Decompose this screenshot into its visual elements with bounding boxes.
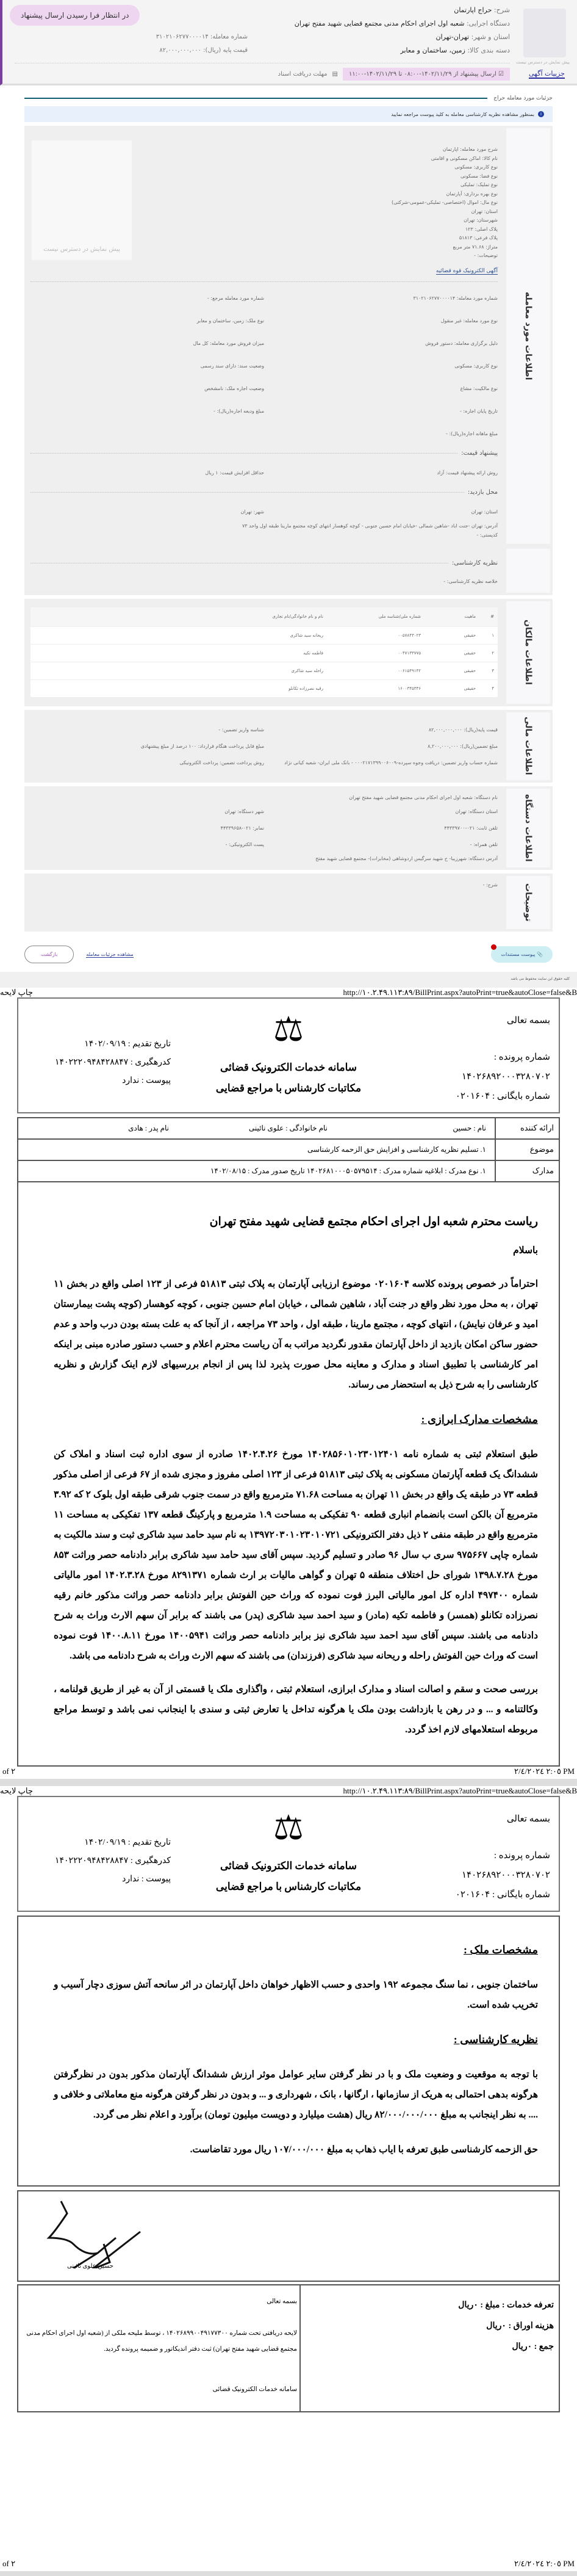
price-subhead: پیشنهاد قیمت: — [461, 449, 498, 457]
category-value: زمین، ساختمان و معابر — [400, 46, 465, 54]
subject: ۱. تسلیم نظریه کارشناسی و افزایش حق الزحمه کارشناسی — [307, 1145, 486, 1154]
table-row — [30, 680, 498, 698]
print-timestamp: ۲/٤/۲۰۲٤ ۲:۰٥ PM — [514, 1766, 575, 1776]
description-panel — [24, 874, 553, 932]
page-count: of ۲ — [2, 1766, 16, 1776]
site-footer — [0, 972, 577, 988]
item-attribute: متراژ: ۷۱.۶۸ متر مربع — [453, 244, 498, 250]
last-name: نام خانوادگی : علوی نائینی — [248, 1123, 328, 1132]
org-subtitle: مکاتبات کارشناس با مراجع قضایی — [215, 1880, 362, 1892]
page-break — [0, 2571, 577, 2576]
receipt-table — [17, 2284, 560, 2412]
agency-attribute: نمابر: ۰۲۱-۴۴۳۳۹۶۵۸ — [220, 825, 264, 831]
deal-attribute: شماره مورد معامله مرجع: - — [207, 295, 264, 301]
deal-attribute: دلیل برگزاری معامله: دستور فروش — [425, 340, 498, 346]
scales-of-justice-logo-icon: ⚖ — [273, 1010, 304, 1049]
calendar-icon: ▤ — [332, 71, 338, 78]
docs-heading: مشخصات مدارک ابرازی : — [421, 1413, 538, 1425]
owners-table — [30, 607, 498, 698]
signature-image — [37, 2195, 146, 2268]
table-cell: ۴ — [492, 686, 494, 691]
org-subtitle: مکاتبات کارشناس با مراجع قضایی — [215, 1082, 362, 1094]
submission-date: تاریخ تقدیم : ۱۴۰۲/۰۹/۱۹ — [84, 1039, 171, 1049]
deal-attribute: نوع کاربری: مسکونی — [454, 363, 498, 369]
agency-label: دستگاه اجرایی: — [466, 20, 510, 27]
item-attribute: نوع کاربری: مسکونی — [454, 164, 498, 170]
table-header — [30, 607, 498, 627]
paragraph: ساختمان جنوبی ، نما سنگ مجموعه ۱۹۲ واحدی و حسب الاظهار خواهان داخل آپارتمان در اثر سانحه آتش سوزی دچار آسیب و تخریب شده است. — [54, 1979, 538, 2010]
visit-address: آدرس: تهران -جنت اباد -شاهین شمالی -خیابان امام حسین جنوبی - کوچه کوهسار انتهای کوچه مجتمع مارینا طبقه اول واحد ۷۳ — [242, 523, 498, 529]
item-info-panel — [24, 126, 553, 546]
letter-body — [17, 1916, 560, 2187]
item-attribute: پلاک فرعی: ۵۱۸۱۳ — [459, 235, 498, 241]
item-attribute: توضیحات: - — [474, 253, 498, 258]
table-cell: ۰۰۵۷۸۴۳۰۲۳ — [398, 632, 421, 638]
deal-attribute: نوع مالکیت: مشاع — [460, 385, 498, 391]
deal-attribute: وضعیت اجاره ملک: نامشخص — [204, 385, 264, 391]
subject-label: موضوع — [495, 1140, 559, 1160]
page-count: of ۲ — [2, 2558, 16, 2568]
item-attribute: شرح مورد معامله: اپارتمان — [442, 147, 498, 152]
agency-attribute: تلفن همراه: - — [470, 841, 498, 847]
item-attribute: شهرستان: تهران — [464, 217, 498, 223]
finance-attribute: روش پرداخت تضمین: پرداخت الکترونیکی — [179, 759, 264, 765]
bismillah: بسمه تعالی — [506, 1814, 550, 1824]
auction-summary-card — [0, 0, 577, 85]
agency-address: آدرس دستگاه: شهرزیبا- خ شهید سرگیس اردوشاهی (مخابرات)- مجتمع قضایی شهید مفتح — [315, 855, 498, 861]
visit-subhead: محل بازدید: — [467, 488, 498, 496]
deal-attribute-list — [30, 287, 498, 445]
table-cell: ۱۶۰۰۳۴۵۳۳۶ — [398, 686, 421, 691]
agency-name: نام دستگاه: شعبه اول اجرای احکام مدنی مجتمع قضایی شهید مفتح تهران — [349, 794, 498, 800]
property-heading: مشخصات ملک : — [463, 1943, 538, 1956]
image-preview-placeholder — [32, 140, 132, 260]
price-attribute: حداقل افزایش قیمت: ۱ ریال — [205, 469, 264, 476]
agency-attribute: شهر دستگاه: تهران — [224, 808, 264, 814]
receipt-heading: بسمه تعالی — [267, 2298, 297, 2305]
preview-text: پیش نمایش در دسترس نیست — [43, 246, 120, 253]
table-cell: ریحانه سید شاکری — [290, 632, 323, 638]
file-no-label: شماره پرونده : — [493, 1850, 550, 1861]
copyright: کلیه حقوق این سایت محفوظ می باشد — [511, 976, 570, 981]
greeting: باسلام — [513, 1245, 538, 1256]
deal-attribute: شماره مورد معامله: ۳۱۰۲۱۰۶۲۷۷۰۰۰۰۱۴ — [413, 295, 498, 301]
table-cell: ۱ — [492, 632, 494, 638]
offer-period — [343, 68, 510, 81]
agency-attribute: استان دستگاه: تهران — [455, 808, 498, 814]
finance-attribute: قیمت پایه(ریال): ۸۲,۰۰۰,۰۰۰,۰۰۰ — [428, 726, 498, 733]
org-name: سامانه خدمات الکترونیک قضائی — [220, 1061, 357, 1073]
page-break — [0, 1779, 577, 1786]
table-row — [30, 662, 498, 680]
file-no-label: شماره پرونده : — [493, 1052, 550, 1062]
table-cell: ۰۰۶۱۵۴۹۱۴۲ — [398, 668, 421, 673]
paragraph: بررسی صحت و سقم و اصالت اسناد و مدارک ابرازی، استعلام ثبتی ، واگذاری ملک یا قسمتی از آن به غیر از طریق قولنامه ، وکالتنامه و ... و در رهن یا بازداشت بودن ملک یا هرگونه تداخل یا تعارض ثبتی و سندی با اینجانب نمی باشد و توسط مراجع مربوطه استعلامهای لازم اخذ گردد. — [54, 1684, 538, 1735]
provider-label: ارائه کننده — [495, 1118, 559, 1138]
deal-no: ۳۱۰۲۱۰۶۲۷۷۰۰۰۰۱۴ — [156, 34, 209, 40]
fee-line-list — [299, 2285, 559, 2411]
deal-attribute: تاریخ پایان اجاره: - — [460, 408, 498, 414]
deal-attribute: مبلغ ودیعه اجاره(ریال): - — [213, 408, 264, 414]
docs: ۱. نوع مدرک : ابلاغیه شماره مدرک : ۱۴۰۲۶۸۱۰۰۰۵۰۵۷۹۵۱۴ تاریخ صدور مدرک : ۱۴۰۲/۰۸/۱۵ — [210, 1166, 486, 1175]
panel-label: اطلاعات مورد معامله — [523, 291, 533, 380]
submission-date: تاریخ تقدیم : ۱۴۰۲/۰۹/۱۹ — [84, 1837, 171, 1847]
finance-attribute-list — [30, 718, 498, 774]
item-attribute: نوع تملیک: تملیکی — [461, 182, 498, 187]
paragraph: با توجه به موقعیت و وضعیت ملک و با در نظر گرفتن سایر عوامل موثر ارزش ششدانگ آپارتمان مذکور بدون در نظرگرفتن هرگونه بدهی احتمالی به هریک از سازمانها ، ارگانها ، بانک ، شهرداری و ... و بدون در نظر گرفتن هرگونه منع معاملاتی و خلافی و .... به نظر اینجانب به مبلغ ۸۲/۰۰۰/۰۰۰/۰۰۰ ریال (هشت میلیارد و دویست میلیون تومان) برآورد و اعلام نظر می گردد. — [54, 2069, 538, 2120]
ad-details-link[interactable]: جزییات آگهی — [529, 70, 565, 78]
agency-attribute: پست الکترونیکی: - — [225, 841, 264, 847]
visit-attribute: شهر: تهران — [240, 508, 264, 515]
print-url: http://۱۰.۲.۴۹.۱۱۳:۸۹/BillPrint.aspx?autoPrint=true&autoClose=false&B — [343, 1785, 577, 1795]
fee-line: تعرفه خدمات : مبلغ : ۰ریال — [458, 2300, 554, 2310]
info-icon: i — [538, 111, 544, 117]
print-timestamp: ۲/٤/۲۰۲٤ ۲:۰٥ PM — [514, 2558, 575, 2568]
print-side-text: چاپ لایحه — [0, 987, 33, 997]
item-attribute: نوع مال: اموال (اختصاصی- تملیکی-عمومی-شرکتی) — [391, 200, 498, 205]
table-cell: ۳ — [492, 668, 494, 673]
status-badge: در انتظار فرا رسیدن ارسال پیشنهاد — [10, 5, 140, 26]
receipt-org: سامانه خدمات الکترونیک قضائی — [212, 2386, 297, 2393]
attachment-count-badge — [491, 944, 496, 950]
gavel-thumbnail-icon — [523, 9, 566, 57]
table-row — [30, 645, 498, 662]
description-text: شرح: - — [482, 881, 498, 888]
finance-attribute: شماره حساب واریز تضمین: دریافت وجوه سپرده-۰۰۰۲۱۷۱۳۹۹۰۰۶۰۰۹ - بانک ملی ایران- شعبه کیانی نژاد — [284, 759, 498, 765]
price-attribute: روش ارائه پیشنهاد قیمت: آزاد — [437, 469, 498, 476]
item-attribute: استان: تهران — [471, 208, 498, 214]
table-cell: ماهیت — [464, 614, 476, 619]
signer-name: حسین علوی نائینی — [67, 2262, 113, 2270]
receipt-text: لایحه دریافتی تحت شماره ۱۴۰۲۶۸۹۹۰۰۴۹۱۷۷۳۰۰ ، توسط ملیحه ملکی از (شعبه اول اجرای احکام مدنی مجتمع قضایی شهید مفتح تهران) ثبت دفتر اندیکاتور و ضمیمه پرونده گردید. — [26, 2329, 297, 2353]
base-price-label: قیمت پایه (ریال): — [203, 47, 248, 54]
paperclip-icon: 📎 — [537, 952, 543, 957]
visit-attribute-list — [30, 501, 498, 523]
bismillah: بسمه تعالی — [506, 1015, 550, 1026]
print-page-2 — [0, 1786, 577, 2576]
postal-code: کدپستی: - — [476, 532, 498, 538]
price-attribute-list — [30, 461, 498, 484]
deal-attribute: وضعیت سند: دارای سند رسمی — [200, 363, 264, 369]
print-url: http://۱۰.۲.۴۹.۱۱۳:۸۹/BillPrint.aspx?autoPrint=true&autoClose=false&B — [343, 987, 577, 997]
table-cell: راحله سید شاکری — [291, 668, 323, 673]
print-page-1 — [0, 988, 577, 1779]
table-cell: # — [490, 614, 494, 619]
letter-header — [17, 997, 560, 1113]
father-name: نام پدر : هادی — [128, 1123, 169, 1132]
first-name: نام : حسین — [453, 1123, 486, 1132]
fee-line: هزینه اوراق : ۰ریال — [486, 2321, 554, 2331]
agency-value: شعبه اول اجرای احکام مدنی مجتمع قضایی شهید مفتح تهران — [294, 20, 465, 27]
offer-label: ارسال پیشنهاد از — [453, 71, 496, 78]
checkbox-icon: ☑ — [498, 71, 504, 78]
table-cell: فاطمه تکیه — [303, 650, 323, 656]
expert-panel-cont — [24, 546, 553, 595]
table-cell: رقیه نصرزاده تکانلو — [288, 686, 323, 691]
judiciary-ad-link[interactable]: آگهی الکترونیک قوه قضائیه — [435, 267, 498, 274]
attachment-status: پیوست : ندارد — [122, 1874, 171, 1884]
panel-label: توضیحات — [523, 883, 533, 922]
info-banner — [24, 106, 553, 122]
expert-subhead: نظریه کارشناسی: — [452, 559, 498, 566]
province-value: تهران-تهران — [435, 33, 470, 41]
panel-label: اطلاعات دستگاه — [523, 794, 533, 862]
scales-of-justice-logo-icon: ⚖ — [273, 1809, 304, 1847]
deal-attribute: نوع ملک: زمین، ساختمان و معابر — [196, 317, 264, 324]
view-deal-details-link[interactable]: مشاهده جزئیات معامله — [86, 951, 134, 957]
table-cell: حقیقی — [464, 650, 476, 656]
base-price: ۸۲,۰۰۰,۰۰۰,۰۰۰ — [159, 47, 201, 54]
table-cell: حقیقی — [464, 632, 476, 638]
tracking-code: کدرهگیری : ۱۴۰۲۲۲۰۹۴۸۴۲۸۸۴۷ — [55, 1057, 171, 1067]
owners-panel — [24, 599, 553, 706]
item-attribute: نوع بهره برداری: آپارتمان — [446, 190, 498, 197]
item-attribute: نوع فضا: مسکونی — [461, 173, 498, 179]
table-row — [30, 627, 498, 645]
agency-attribute-list — [30, 800, 498, 856]
panel-label: اطلاعات مالکان — [523, 620, 533, 685]
table-cell: نام و نام خانوادگی/نام تجاری — [272, 614, 323, 619]
org-name: سامانه خدمات الکترونیک قضائی — [220, 1859, 357, 1872]
finance-attribute: مبلغ قابل پرداخت هنگام قرارداد: ۱۰۰ درصد از مبلغ پیشنهادی — [140, 743, 264, 749]
deal-attribute — [30, 431, 264, 436]
auction-title: حراج اپارتمان — [454, 6, 492, 14]
deal-attribute: میزان فروش مورد معامله: کل مال — [193, 340, 264, 346]
tracking-code: کدرهگیری : ۱۴۰۲۲۲۰۹۴۸۴۲۸۸۴۷ — [55, 1856, 171, 1865]
agency-attribute: تلفن ثابت: ۰۲۱-۴۴۳۳۹۷۰۰ — [444, 825, 498, 831]
back-button[interactable]: بازگشت — [24, 946, 74, 963]
deal-attribute: نوع مورد معامله: غیر منقول — [440, 317, 498, 324]
offer-from: ۱۴۰۲/۱۱/۲۹-۰۸:۰۰ — [404, 71, 452, 78]
print-side-text: چاپ لایحه — [0, 1785, 33, 1795]
paragraph: حق الزحمه کارشناسی طبق تعرفه با ایاب ذهاب به مبلغ ۱۰۷/۰۰۰/۰۰۰ ریال مورد تقاضاست. — [190, 2144, 538, 2155]
offer-to: ۱۴۰۲/۱۱/۲۹-۱۱:۰۰ — [348, 71, 397, 78]
panel-label: اطلاعات مالی — [523, 717, 533, 775]
letter-meta-table — [17, 1117, 560, 1182]
finance-attribute: شناسه واریز تضمین: - — [218, 726, 264, 733]
table-cell: حقیقی — [464, 686, 476, 691]
opinion-heading: نظریه کارشناسی : — [453, 2033, 538, 2046]
section-title: جزئیات مورد معامله حراج — [493, 95, 553, 101]
paragraph: احتراماً در خصوص پرونده کلاسه ۰۲۰۱۶۰۴ موضوع ارزیابی آپارتمان به پلاک ثبتی ۵۱۸۱۳ فرعی از ۱۲۳ اصلی واقع در بخش ۱۱ تهران ، به محل مورد نظر واقع در جنت آباد ، شاهین شمالی ، خیابان امام حسین جنوبی ، کوچه کوهسار (کوچه پشت بیمارستان امید و عرفان نیایش) ، انتهای کوچه ، مجتمع مارینا ، طبقه اول ، واحد ۷۳ مراجعه ، از آنجا که به علت بسته بودن درب واحد و عدم حضور ساکن امکان بازدید از داخل آپارتمان مقدور نگردید مراتب به آن ریاست محترم اعلام و حسب دستور صادره مبنی بر اینکه امر کارشناسی با تطبیق اسناد و مدارک و معاینه محل صورت پذیرد لذا پس از انجام بررسیهای لازم اینک گزارش و نظریه کارشناسی را به شرح ذیل به استحضار می رساند. — [54, 1278, 538, 1390]
paragraph: طبق استعلام ثبتی به شماره نامه ۱۴۰۲۸۵۶۰۱۰۲۳۰۱۲۴۰۱ مورخ ۱۴۰۲.۴.۲۶ صادره از سوی اداره ثبت اسناد و املاک کن ششدانگ یک قطعه آپارتمان مسکونی به پلاک ثبتی ۵۱۸۱۳ فرعی از ۱۲۳ اصلی مفروز و مجزی شده از ۶۷ فرعی از اصلی مذکور قطعه ۷۳ در طبقه یک واقع در بخش ۱۱ تهران به مساحت ۷۱.۶۸ مترمربع واقع در سمت جنوب شرقی طبقه اول بلوک ۲ که ۳.۹۲ مترمربع آن بالکن است بانضمام انباری قطعه ۹۰ تفکیکی به مساحت ۱.۹ مترمربع و پارکینگ قطعه ۱۳۷ تفکیکی به مساحت ۱۱ مترمربع واقع در طبقه منفی ۲ ذیل دفتر الکترونیکی ۱۳۹۷۲۰۳۰۱۰۲۳۰۱۰۷۲۱ به نام سید حامد سید شاکری ثبت و سند مالکیت به شماره چاپی ۹۷۵۶۶۷ سری ب سال ۹۶ صادر و تسلیم گردید. سپس آقای سید حامد سید شاکری برابر دادنامه حصر وراثت ۸۵۳ مورخ ۱۳۹۸.۷.۲۸ شورای حل اختلاف منطقه ۵ تهران و گواهی مالیات بر ارث شماره ۸۲۹۱۳۷۱ مورخ ۱۴۰۲.۳.۲۸ امور مالیاتی شماره ۴۹۷۴۰۰ اداره کل امور مالیاتی البرز فوت نموده که وراث حین الفوتش برابر دادنامه حصر وراثت مذکور خانم رقیه نصرزاده تکانلو (همسر) و فاطمه تکیه (مادر) و سید احمد سید شاکری (پدر) می باشند که برابر آن سهم الارث وراث به شرح دادنامه می باشند. سپس آقای سید احمد سید شاکری نیز برابر دادنامه حصر وراثت ۱۴۰۰۵۹۴۱ مورخ ۱۴۰۰.۸.۱۱ فوت نموده است که وراث حین الفوتش راحله و ریحانه سید شاکری (فرزندان) می باشند که سهم الارث وراث به شرح دادنامه می باشد. — [54, 1449, 539, 1661]
file-no: ۱۴۰۲۶۸۹۲۰۰۰۳۲۸۰۷۰۲ — [461, 1071, 550, 1082]
table-cell: حقیقی — [464, 668, 476, 673]
letter-header — [17, 1796, 560, 1912]
table-cell: شماره ملی/شناسه ملی — [378, 614, 421, 619]
deal-attribute: مبلغ ماهانه اجاره(ریال): - — [446, 430, 498, 436]
letter-body — [17, 1182, 560, 1767]
expert-summary: خلاصه نظریه کارشناسی: - — [443, 578, 498, 584]
finance-panel — [24, 710, 553, 783]
visit-attribute: استان: تهران — [471, 508, 498, 515]
title-label: شرح: — [493, 6, 510, 14]
table-cell: ۲ — [492, 650, 494, 656]
item-attribute: پلاک اصلی: ۱۲۳ — [465, 226, 498, 232]
attachments-button[interactable] — [491, 946, 553, 963]
divider — [24, 98, 487, 99]
archive-no: شماره بایگانی : ۰۲۰۱۶۰۴ — [455, 1091, 550, 1101]
category-label: دسته بندی کالا: — [467, 46, 510, 54]
agency-panel — [24, 786, 553, 870]
attachment-status: پیوست : ندارد — [122, 1076, 171, 1085]
info-banner-text: بمنظور مشاهده نظریه کارشناسی معامله به کلید پیوست مراجعه نمایید — [391, 111, 534, 117]
table-cell: ۰۰۴۷۱۳۳۷۷۵ — [398, 650, 421, 656]
thumbnail-note: پیش نمایش در دسترس نیست — [515, 60, 570, 65]
deal-no-label: شماره معامله: — [210, 34, 248, 40]
province-label: استان و شهر: — [471, 33, 510, 41]
attachments-label: پیوست مستندات — [501, 952, 536, 957]
finance-attribute: مبلغ تضمین(ریال): ۸,۲۰۰,۰۰۰,۰۰۰ — [428, 743, 498, 749]
docs-deadline: مهلت دریافت اسناد — [278, 71, 328, 78]
offer-to-word: تا — [398, 71, 403, 78]
addressee: ریاست محترم شعبه اول اجرای احکام مجتمع قضایی شهید مفتح تهران — [209, 1215, 538, 1228]
item-attribute: نام کالا: اماکن مسکونی و اقامتی — [431, 155, 498, 161]
file-no: ۱۴۰۲۶۸۹۲۰۰۰۳۲۸۰۷۰۲ — [461, 1870, 550, 1880]
docs-label: مدارک — [495, 1161, 559, 1181]
signature-box — [17, 2190, 560, 2282]
archive-no: شماره بایگانی : ۰۲۰۱۶۰۴ — [455, 1889, 550, 1900]
fee-line: جمع : ۰ریال — [512, 2342, 554, 2351]
